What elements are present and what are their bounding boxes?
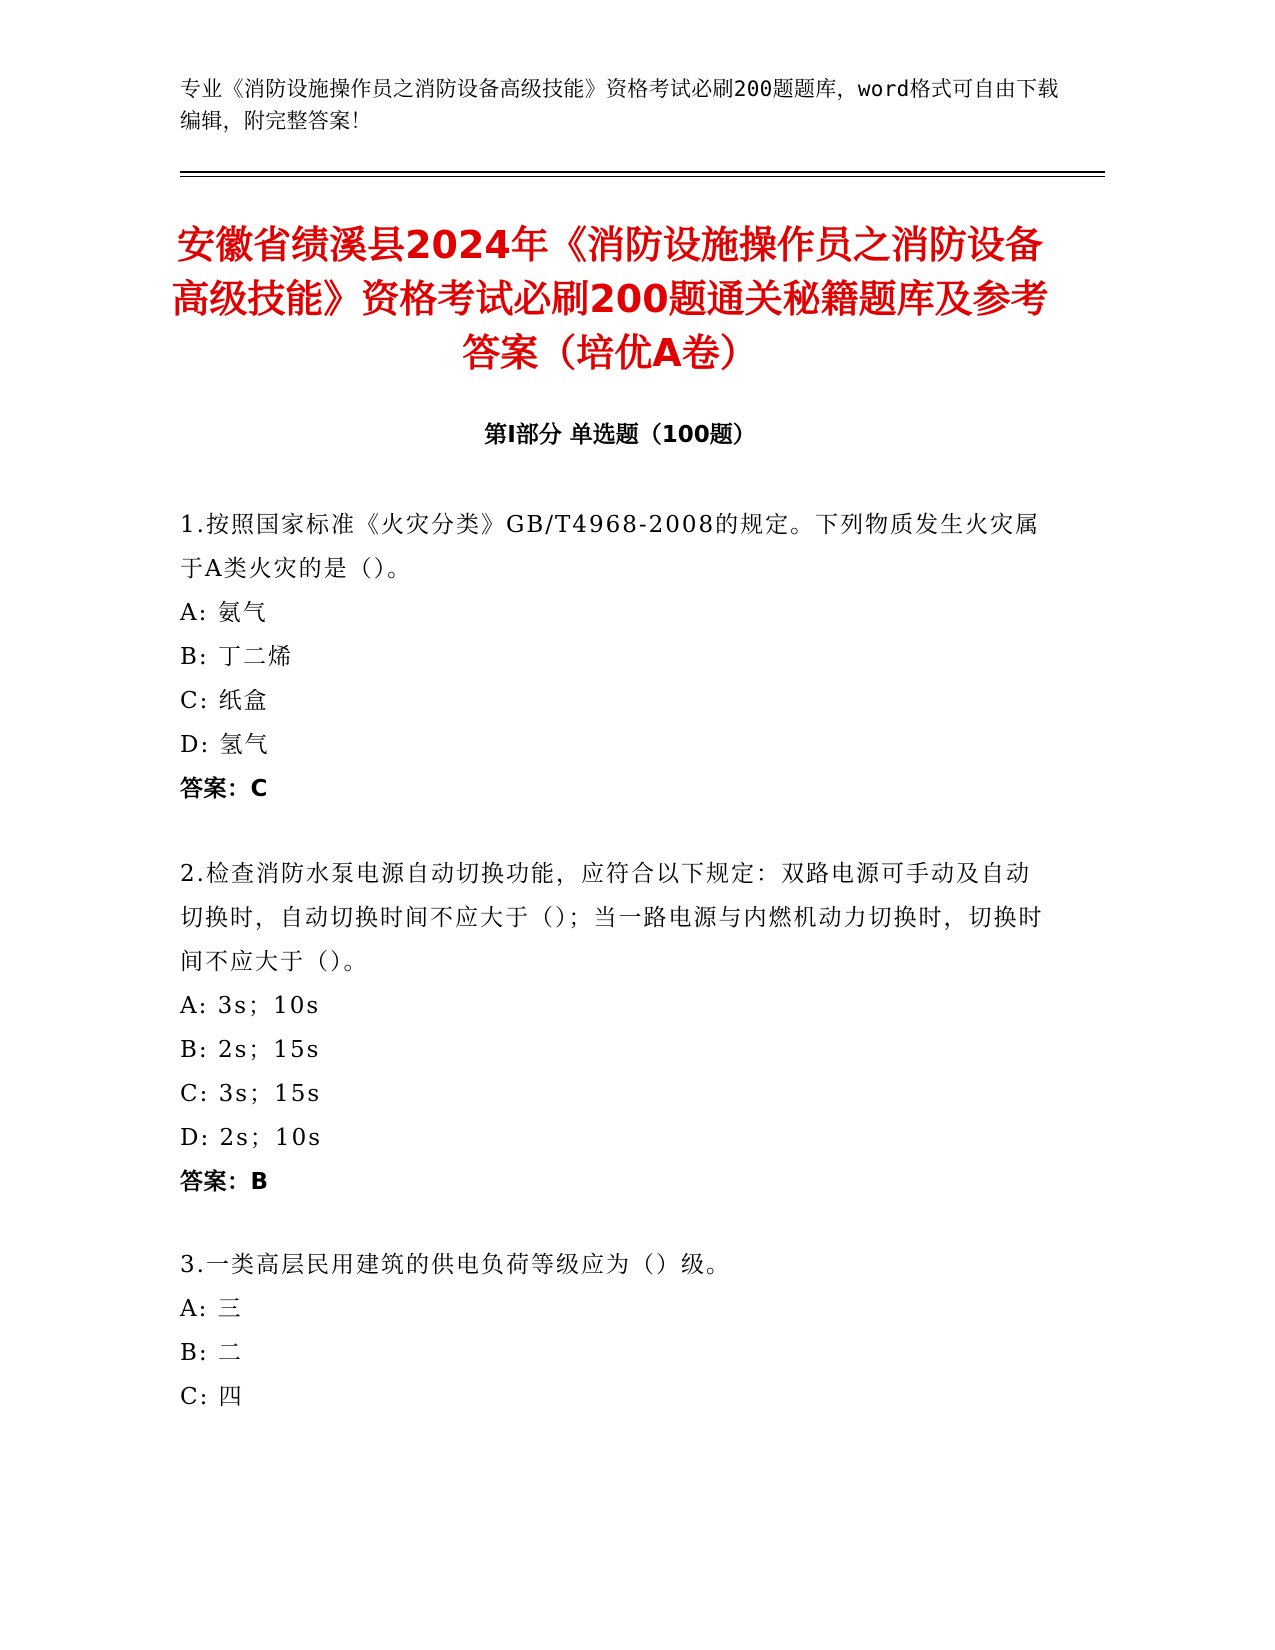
question-1 xyxy=(180,503,1050,811)
question-stem: 1.按照国家标准《火灾分类》GB/T4968-2008的规定。下列物质发生火灾属于A类火灾的是（）。 xyxy=(180,512,1041,582)
header-divider-thick xyxy=(180,171,1105,173)
option-d: D: 氢气 xyxy=(180,732,270,758)
option-c: C: 四 xyxy=(180,1384,244,1410)
option-c: C: 纸盒 xyxy=(180,688,269,714)
answer-line: 答案：B xyxy=(180,1169,269,1195)
question-stem: 3.一类高层民用建筑的供电负荷等级应为（）级。 xyxy=(180,1252,731,1278)
option-list xyxy=(180,984,1050,1160)
answer-line: 答案：C xyxy=(180,776,268,802)
question-3 xyxy=(180,1243,1050,1419)
header-note: 专业《消防设施操作员之消防设备高级技能》资格考试必刷200题题库，word格式可自由下载编辑，附完整答案！ xyxy=(180,77,1059,133)
option-a: A: 氨气 xyxy=(180,600,268,626)
option-b: B: 二 xyxy=(180,1340,243,1366)
option-list xyxy=(180,1287,1050,1419)
header-divider-thin xyxy=(180,176,1105,177)
option-d: D: 2s；10s xyxy=(180,1125,323,1151)
option-b: B: 丁二烯 xyxy=(180,644,293,670)
question-stem: 2.检查消防水泵电源自动切换功能，应符合以下规定：双路电源可手动及自动切换时，自动切换时间不应大于（）；当一路电源与内燃机动力切换时，切换时间不应大于（）。 xyxy=(180,861,1044,975)
option-list xyxy=(180,591,1050,767)
document-title: 安徽省绩溪县2024年《消防设施操作员之消防设备高级技能》资格考试必刷200题通关秘籍题库及参考答案（培优A卷） xyxy=(171,223,1049,375)
question-2 xyxy=(180,852,1050,1204)
option-a: A: 3s；10s xyxy=(180,993,321,1019)
option-a: A: 三 xyxy=(180,1296,243,1322)
option-b: B: 2s；15s xyxy=(180,1037,321,1063)
option-c: C: 3s；15s xyxy=(180,1081,322,1107)
section-title: 第I部分 单选题（100题） xyxy=(484,422,756,448)
